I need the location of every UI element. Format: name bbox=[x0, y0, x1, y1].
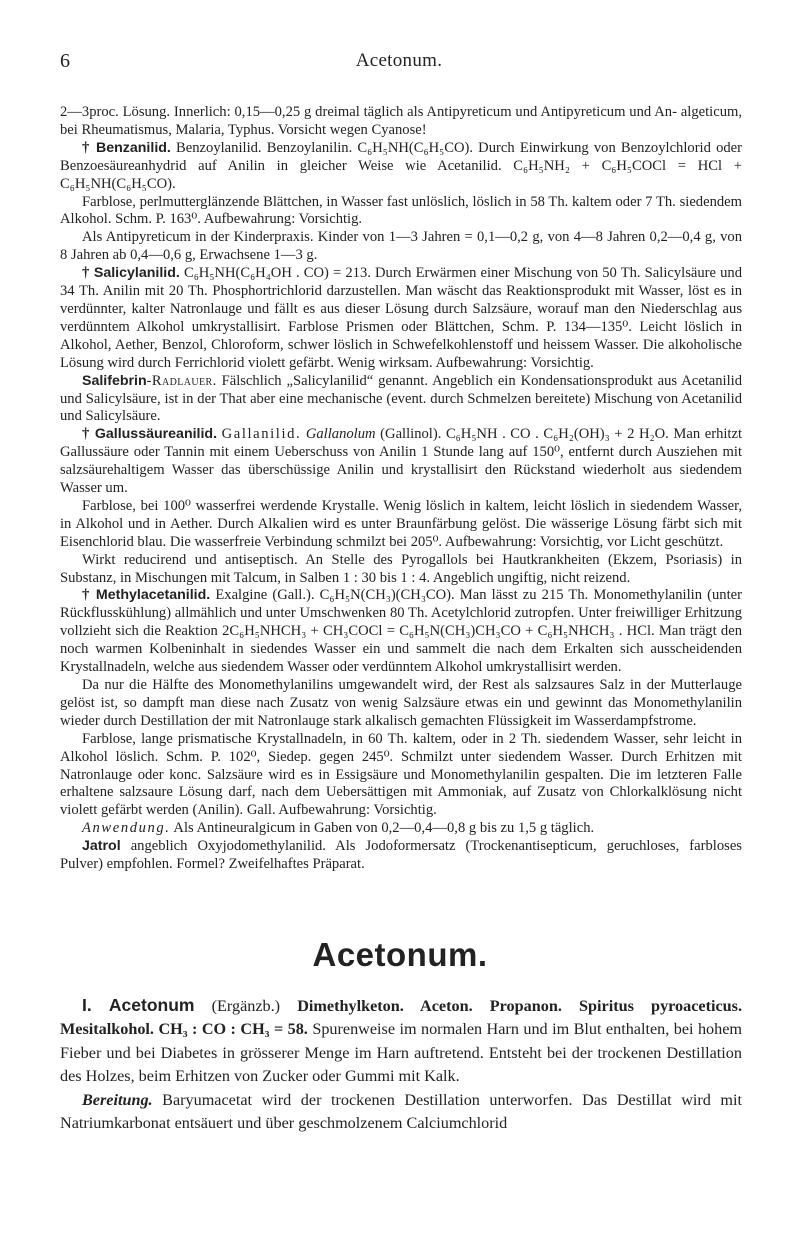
entry-term: Jatrol bbox=[82, 838, 121, 855]
use-text: Als Antineuralgicum in Gaben von 0,2—0,4—0,8 g bis zu 1,5 g täglich. bbox=[173, 820, 595, 837]
paragraph-methylacetanilid-use bbox=[60, 820, 742, 838]
entry-gallussaeureanilid bbox=[60, 426, 742, 498]
entry-salicylanilid bbox=[60, 265, 742, 372]
paragraph-gallanilid-properties: Farblose, bei 100⁰ wasserfrei werdende Krystalle. Wenig löslich in kaltem, leicht löslich in siedendem Wasser, in Alkohol und in Aether. Durch Alkalien wird es unter Braunfärbung gelöst. Die wässerige Lösung färbt sich mit Eisenchlorid blau. Die wasserfreie Verbindung schmilzt bei 205⁰. Aufbewahrung: Vorsichtig, vor Licht geschützt. bbox=[60, 497, 742, 550]
paragraph-methylacetanilid-properties: Farblose, lange prismatische Krystallnadeln, in 60 Th. kaltem, oder in 2 Th. siedendem Wasser, sehr leicht in Alkohol löslich. Schm. P. 102⁰, Siedep. gegen 245⁰. Schmilzt unter siedendem Wasser. Durch Erhitzen mit Natronlauge oder konc. Salzsäure wird es in Essigsäure und Monomethylanilin gespalten. Die im letzteren Falle erhaltene salzsaure Lösung darf, nach dem Uebersättigen mit Ammoniak, auf Zusatz von Chlorkalklösung nicht violett gefärbt werden (Anilin). Gall. Aufbewahrung: Vorsichtig. bbox=[60, 730, 742, 819]
entry-formula: CH₃ : CO : CH₃ = 58. bbox=[158, 1020, 308, 1039]
dagger-mark: † bbox=[82, 139, 91, 156]
entry-text: angeblich Oxyjodomethylanilid. Als Jodoformersatz (Trockenantisepticum, geruchloses, farbloses Pulver) empfohlen. Formel? Zweifelhaftes Präparat. bbox=[60, 838, 742, 873]
running-head: Acetonum. bbox=[355, 50, 443, 71]
bereitung-text: Baryumacetat wird der trockenen Destillation unterworfen. Das Destillat wird mit Natriumkarbonat entsäuert und über geschmolzenem Calciumchlorid bbox=[60, 1090, 742, 1133]
bereitung-label: Bereitung. bbox=[82, 1090, 153, 1109]
entry-term: Methylacetanilid. bbox=[95, 587, 211, 604]
entry-lead: Gallanilid. bbox=[221, 426, 302, 443]
entry-jatrol bbox=[60, 838, 742, 874]
entry-benzanilid bbox=[60, 140, 742, 194]
body-text bbox=[60, 104, 742, 874]
entry-text: C₆H₅NH(C₆H₄OH . CO) = 213. Durch Erwärmen einer Mischung von 50 Th. Salicylsäure und 34 Th. Anilin mit 20 Th. Phosphortrichlorid darzustellen. Man wäscht das Reaktionsprodukt mit Wasser, löst es in verdünnter, kalter Natronlauge und fällt es aus dieser Lösung durch Salzsäure, worauf man den Niederschlag aus verdünntem Alkohol umkrystallisirt. Farblose Prismen oder Blättchen, Schm. P. 134—135⁰. Leicht löslich in Alkohol, Aether, Benzol, Chloroform, schwer löslich in Schwefelkohlenstoff und heissem Wasser. Die alkoholische Lösung wird durch Ferrichlorid violett gefärbt. Wenig wirksam. Aufbewahrung: Vorsichtig. bbox=[60, 265, 743, 371]
entry-synonyms: Dimethylketon. Aceton. Propanon. Spiritus pyroaceticus. Mesitalkohol. bbox=[60, 997, 743, 1039]
use-label: Anwendung. bbox=[82, 820, 171, 837]
entry-author: -Radlauer. bbox=[146, 372, 217, 389]
entry-text: Benzoylanilid. Benzoylanilin. C₆H₅NH(C₆H₅CO). Durch Einwirkung von Benzoylchlorid oder Benzoesäureanhydrid auf Anilin in gleicher Weise wie Acetanilid. C₆H₅NH₂ + C₆H₅COCl = HCl + C₆H₅NH(C₆H₅CO). bbox=[60, 139, 742, 192]
page-header bbox=[60, 50, 738, 74]
paragraph-bereitung bbox=[60, 1089, 742, 1136]
entry-name-italic: Gallanolum bbox=[305, 426, 376, 443]
entry-term: Gallussäureanilid. bbox=[94, 426, 218, 443]
entry-term: Salicylanilid. bbox=[93, 265, 180, 282]
page-number: 6 bbox=[60, 50, 70, 72]
entry-text: Fälschlich „Salicylanilid“ genannt. Angeblich ein Kondensationsprodukt aus Acetanilid und Salicylsäure, ist in der That aber eine mechanische (event. durch Schmelzen bereitete) Mischung von Acetanilid und Salicylsäure. bbox=[60, 372, 742, 425]
entry-ref: (Ergänzb.) bbox=[211, 997, 281, 1015]
entry-term: Acetonum bbox=[108, 995, 195, 1015]
paragraph-methylacetanilid-yield: Da nur die Hälfte des Monomethylanilins umgewandelt wird, der Rest als salzsaures Salz in der Mutterlauge gelöst ist, so dampft man diese nach Zusatz von wenig Salzsäure etwas ein und gewinnt das Monomethylanilin wieder durch Destillation der mit Natronlauge stark alkalisch gemachten Flüssigkeit im Wasserdampfstrome. bbox=[60, 677, 742, 729]
entry-term: Salifebrin bbox=[82, 372, 147, 389]
entry-salifebrin bbox=[60, 373, 742, 427]
entry-acetonum bbox=[60, 994, 742, 1089]
entry-term: Benzanilid. bbox=[95, 139, 171, 156]
dagger-mark: † bbox=[82, 426, 91, 443]
entry-text: Spurenweise im normalen Harn und im Blut enthalten, bei hohem Fieber und bei Diabetes in grösserer Menge im Harn auftretend. Entsteht bei der trockenen Destillation des Holzes, beim Erhitzen von Zucker oder Gummi mit Kalk. bbox=[60, 1020, 743, 1086]
paragraph-benzanilid-properties: Farblose, perlmutterglänzende Blättchen, in Wasser fast unlöslich, löslich in 58 Th. kaltem oder 7 Th. siedendem Alkohol. Schm. P. 163⁰. Aufbewahrung: Vorsichtig. bbox=[60, 193, 742, 228]
paragraph-benzanilid-use: Als Antipyreticum in der Kinderpraxis. Kinder von 1—3 Jahren = 0,1—0,2 g, von 4—8 Jahren 0,2—0,4 g, von 8 Jahren ab 0,4—0,6 g, Erwachsene 1—3 g. bbox=[60, 229, 742, 264]
paragraph-dosage: 2—3proc. Lösung. Innerlich: 0,15—0,25 g dreimal täglich als Antipyreticum und Antipyreticum und An- algeticum, bei Rheumatismus, Malaria, Typhus. Vorsicht wegen Cyanose! bbox=[60, 104, 742, 138]
paragraph-gallanilid-use: Wirkt reducirend und antiseptisch. An Stelle des Pyrogallols bei Hautkrankheiten (Ekzem, Psoriasis) in Substanz, in Mischungen mit Talcum, in Salben 1 : 30 bis 1 : 4. Angeblich ungiftig, nicht reizend. bbox=[60, 551, 742, 586]
entry-text: Exalgine (Gall.). C₆H₅N(CH₃)(CH₃CO). Man lässt zu 215 Th. Monomethylanilin (unter Rückflusskühlung) allmählich und unter Umschwenken 80 Th. Acetylchlorid zutropfen. Unter freiwilliger Erhitzung vollzieht sich die Reaktion 2C₆H₅NHCH₃ + CH₃COCl = C₆H₅N(CH₃)CH₃CO + C₆H₅NHCH₃ . HCl. Man trägt den noch warmen Kolbeninhalt in siedendes Wasser ein und sammelt die nach dem Erkalten sich ausscheidenden Krystallnadeln, welche aus siedendem Wasser oder verdünntem Alkohol umkrystallisirt werden. bbox=[60, 587, 742, 676]
dagger-mark: † bbox=[82, 265, 90, 282]
dagger-mark: † bbox=[82, 587, 91, 604]
entry-number: I. bbox=[82, 995, 92, 1015]
entry-methylacetanilid bbox=[60, 587, 742, 677]
section-text bbox=[60, 994, 742, 1135]
entry-text: (Gallinol). C₆H₅NH . CO . C₆H₂(OH)₃ + 2 H₂O. Man erhitzt Gallussäure oder Tannin mit einem Ueberschuss von Anilin 1 Stunde lang auf 150⁰, entfernt durch Ausziehen mit salzsäurehaltigem Wasser das überschüssige Anilin und krystallisirt den Rückstand wiederholt aus siedendem Wasser um. bbox=[60, 426, 743, 497]
section-title: Acetonum. bbox=[312, 936, 488, 973]
